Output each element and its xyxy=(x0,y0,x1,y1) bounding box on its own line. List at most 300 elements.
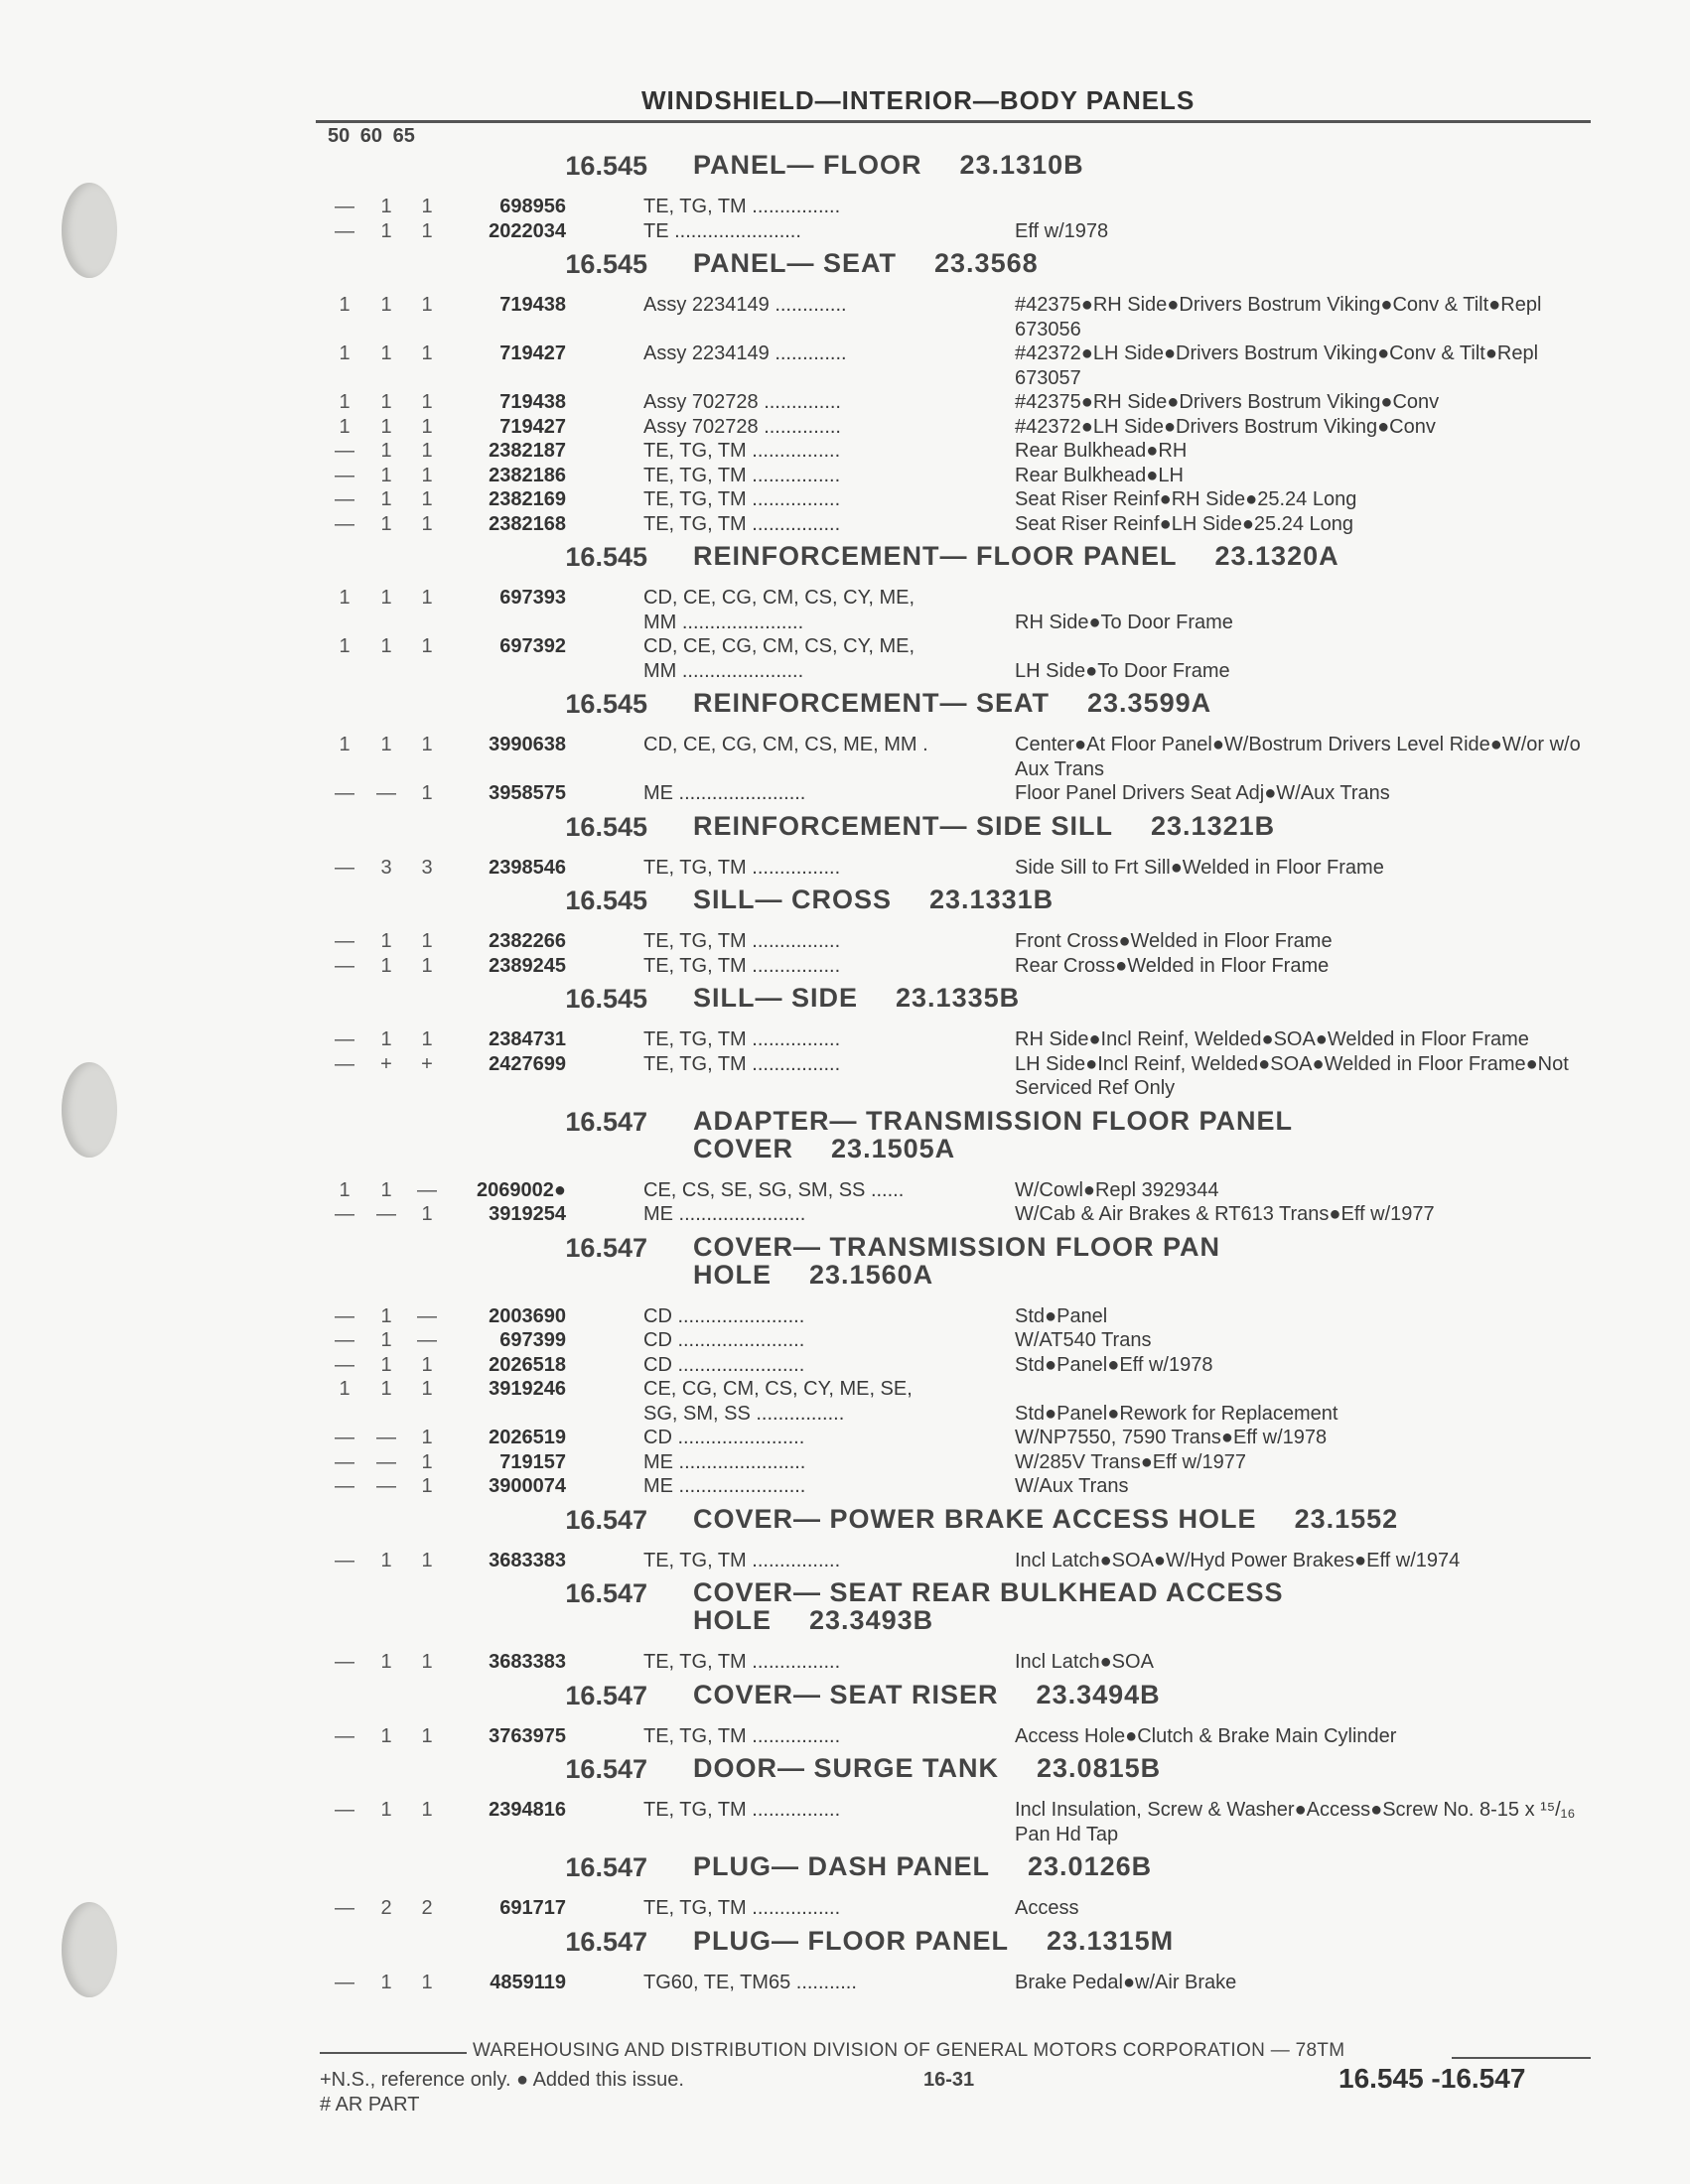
qty-1950: — xyxy=(335,219,354,242)
section-title xyxy=(693,1927,1468,1955)
part-number: 697392 xyxy=(499,635,566,657)
section-header xyxy=(316,1681,1597,1724)
section-number: 16.545 xyxy=(565,689,647,719)
part-row xyxy=(316,293,1597,341)
part-row xyxy=(316,929,1597,954)
footer-legend: +N.S., reference only. ● Added this issue. xyxy=(320,2069,684,2091)
part-row xyxy=(316,1304,1597,1329)
section-number: 16.547 xyxy=(565,1504,647,1535)
section-title xyxy=(693,1107,1468,1162)
qty-1960: 1 xyxy=(380,196,392,217)
part-description: Incl Latch●SOA●W/Hyd Power Brakes●Eff w/1974 xyxy=(1015,1549,1461,1571)
qty-1950: 1 xyxy=(339,734,351,755)
section-header xyxy=(316,1578,1597,1650)
part-description: Std●Panel xyxy=(1015,1304,1108,1327)
footer-corporation: WAREHOUSING AND DISTRIBUTION DIVISION OF GENERAL MOTORS CORPORATION — 78TM xyxy=(473,2040,1345,2061)
qty-1965: 1 xyxy=(421,219,433,242)
qty-1965: — xyxy=(417,1178,437,1201)
header-rule xyxy=(316,120,1591,123)
part-description: W/NP7550, 7590 Trans●Eff w/1978 xyxy=(1015,1427,1328,1448)
part-number: 3763975 xyxy=(489,1724,566,1747)
part-description: Access Hole●Clutch & Brake Main Cylinder xyxy=(1015,1724,1397,1747)
section-name: REINFORCEMENT— SEAT xyxy=(693,688,1051,718)
model-codes: TE, TG, TM ................ xyxy=(643,1549,841,1571)
model-codes: TE, TG, TM ................ xyxy=(643,488,841,510)
qty-1965: 1 xyxy=(421,635,433,657)
part-number: 2384731 xyxy=(489,1028,566,1050)
qty-1960: 1 xyxy=(380,488,392,510)
qty-1950: — xyxy=(335,1052,354,1075)
catalog-section xyxy=(316,1754,1597,1852)
model-codes: Assy 702728 .............. xyxy=(643,415,841,438)
section-title xyxy=(693,151,1468,179)
qty-1950: — xyxy=(335,196,354,217)
section-title xyxy=(693,249,1468,277)
qty-1950: 1 xyxy=(339,1178,351,1201)
part-description: LH Side●Incl Reinf, Welded●SOA●Welded in Floor Frame●Not Serviced Ref Only xyxy=(1015,1052,1569,1099)
catalog-section xyxy=(316,1927,1597,2001)
part-row xyxy=(316,1328,1597,1353)
qty-1960: 1 xyxy=(380,512,392,535)
qty-1950: — xyxy=(335,1799,354,1821)
model-codes: TE, TG, TM ................ xyxy=(643,464,841,486)
part-description: W/Cab & Air Brakes & RT613 Trans●Eff w/1977 xyxy=(1015,1203,1435,1225)
qty-1950: — xyxy=(335,1427,354,1448)
qty-1965: 1 xyxy=(421,587,433,609)
qty-1960: 1 xyxy=(380,1178,392,1201)
section-name: SILL— CROSS xyxy=(693,885,893,914)
part-row xyxy=(316,1178,1597,1203)
qty-1960: — xyxy=(376,1450,396,1473)
qty-1965: + xyxy=(421,1052,433,1075)
section-name: REINFORCEMENT— FLOOR PANEL xyxy=(693,541,1178,571)
model-codes: TE, TG, TM ................ xyxy=(643,1799,841,1821)
part-row xyxy=(316,512,1597,537)
model-codes: TE, TG, TM ................ xyxy=(643,1897,841,1919)
section-code: 23.1321B xyxy=(1151,810,1276,841)
qty-1960: 1 xyxy=(380,1378,392,1400)
section-number: 16.545 xyxy=(565,811,647,842)
qty-1960: 1 xyxy=(380,734,392,755)
qty-1960: 1 xyxy=(380,1799,392,1821)
part-description: Floor Panel Drivers Seat Adj●W/Aux Trans xyxy=(1015,782,1390,804)
section-name: COVER— SEAT REAR BULKHEAD ACCESS HOLE xyxy=(693,1577,1284,1635)
model-codes: CE, CS, SE, SG, SM, SS ...... xyxy=(643,1178,905,1201)
section-name: DOOR— SURGE TANK xyxy=(693,1753,1000,1783)
qty-1950: 1 xyxy=(339,1378,351,1400)
footer-rule xyxy=(320,2052,467,2054)
qty-1950: — xyxy=(335,1450,354,1473)
part-number: 697399 xyxy=(499,1329,566,1351)
part-row xyxy=(316,1549,1597,1573)
part-description: Center●At Floor Panel●W/Bostrum Drivers Level Ride●W/or w/o Aux Trans xyxy=(1015,734,1581,780)
section-code: 23.1331B xyxy=(929,885,1055,914)
section-title xyxy=(693,542,1468,570)
section-number: 16.545 xyxy=(565,984,647,1014)
binder-hole xyxy=(62,183,117,278)
model-codes: CE, CG, CM, CS, CY, ME, SE, SG, SM, SS ................ xyxy=(643,1378,913,1425)
model-codes: TE, TG, TM ................ xyxy=(643,440,841,462)
qty-1950: — xyxy=(335,1475,354,1497)
part-row xyxy=(316,733,1597,781)
qty-1965: 1 xyxy=(421,415,433,438)
catalog-section xyxy=(316,1681,1597,1755)
qty-1960: 1 xyxy=(380,1971,392,1993)
part-row xyxy=(316,415,1597,440)
section-name: PLUG— FLOOR PANEL xyxy=(693,1925,1009,1956)
qty-1965: 1 xyxy=(421,342,433,364)
qty-1965: 1 xyxy=(421,734,433,755)
part-number: 2427699 xyxy=(489,1052,566,1075)
part-number: 719438 xyxy=(499,294,566,316)
qty-1960: 1 xyxy=(380,391,392,413)
qty-1965: 1 xyxy=(421,196,433,217)
part-number: 3919246 xyxy=(489,1378,566,1400)
section-header xyxy=(316,1754,1597,1798)
part-row xyxy=(316,1202,1597,1227)
part-description: Brake Pedal●w/Air Brake xyxy=(1015,1971,1237,1993)
model-codes: CD ....................... xyxy=(643,1329,805,1351)
part-number: 2382168 xyxy=(489,512,566,535)
qty-1965: 1 xyxy=(421,1427,433,1448)
qty-1965: — xyxy=(417,1329,437,1351)
footer-ar-note: # AR PART xyxy=(320,2094,420,2116)
qty-1960: 1 xyxy=(380,1549,392,1571)
qty-1950: 1 xyxy=(339,342,351,364)
model-codes: TE, TG, TM ................ xyxy=(643,1052,841,1075)
part-row xyxy=(316,634,1597,683)
model-codes: CD ....................... xyxy=(643,1353,805,1376)
model-codes: CD, CE, CG, CM, CS, CY, ME, MM ...................... xyxy=(643,587,915,633)
part-number: 3900074 xyxy=(489,1475,566,1497)
part-description: Rear Bulkhead●RH xyxy=(1015,440,1188,462)
section-title xyxy=(693,689,1468,717)
part-description: Rear Bulkhead●LH xyxy=(1015,464,1184,486)
qty-1960: 1 xyxy=(380,415,392,438)
model-codes: TE, TG, TM ................ xyxy=(643,196,841,217)
section-header xyxy=(316,812,1597,856)
part-description: #42375●RH Side●Drivers Bostrum Viking●Conv & Tilt●Repl 673056 xyxy=(1015,294,1542,341)
qty-1965: 1 xyxy=(421,1724,433,1747)
part-description: Rear Cross●Welded in Floor Frame xyxy=(1015,954,1330,977)
part-number: 3683383 xyxy=(489,1651,566,1673)
part-description: RH Side●Incl Reinf, Welded●SOA●Welded in Floor Frame xyxy=(1015,1028,1529,1050)
qty-1950: — xyxy=(335,782,354,804)
model-codes: TG60, TE, TM65 ........... xyxy=(643,1971,857,1993)
part-row xyxy=(316,1971,1597,1995)
part-description: Std●Panel●Eff w/1978 xyxy=(1015,1353,1213,1376)
qty-1965: 1 xyxy=(421,954,433,977)
part-number: 691717 xyxy=(499,1897,566,1919)
section-header xyxy=(316,984,1597,1027)
section-header xyxy=(316,1852,1597,1896)
section-name: SILL— SIDE xyxy=(693,983,859,1013)
part-number: 697393 xyxy=(499,587,566,609)
part-row xyxy=(316,1896,1597,1921)
section-range: 16.545 -16.547 xyxy=(1338,2063,1526,2094)
qty-1950: — xyxy=(335,954,354,977)
qty-1950: — xyxy=(335,488,354,510)
qty-1960: 1 xyxy=(380,464,392,486)
part-number: 2394816 xyxy=(489,1799,566,1821)
qty-1950: — xyxy=(335,1549,354,1571)
qty-1965: 3 xyxy=(421,856,433,879)
binder-hole xyxy=(62,1902,117,1997)
model-codes: Assy 2234149 ............. xyxy=(643,294,847,316)
qty-1960: — xyxy=(376,1203,396,1225)
qty-1950: — xyxy=(335,1651,354,1673)
qty-1950: 1 xyxy=(339,415,351,438)
section-title xyxy=(693,1852,1468,1880)
section-name: PANEL— FLOOR xyxy=(693,150,922,180)
part-description: #42372●LH Side●Drivers Bostrum Viking●Conv & Tilt●Repl 673057 xyxy=(1015,342,1539,389)
part-row xyxy=(316,439,1597,464)
section-header xyxy=(316,249,1597,293)
part-description: W/AT540 Trans xyxy=(1015,1329,1152,1351)
model-codes: TE, TG, TM ................ xyxy=(643,1651,841,1673)
part-row xyxy=(316,464,1597,488)
qty-1960: — xyxy=(376,1475,396,1497)
catalog-section xyxy=(316,1505,1597,1579)
section-name: COVER— TRANSMISSION FLOOR PAN HOLE xyxy=(693,1231,1221,1290)
model-codes: TE, TG, TM ................ xyxy=(643,856,841,879)
part-description: RH Side●To Door Frame xyxy=(1015,611,1233,633)
section-name: ADAPTER— TRANSMISSION FLOOR PANEL COVER xyxy=(693,1105,1294,1163)
section-number: 16.547 xyxy=(565,1232,647,1263)
catalog-section xyxy=(316,151,1597,249)
section-header xyxy=(316,542,1597,586)
section-header xyxy=(316,689,1597,733)
qty-1960: 1 xyxy=(380,1353,392,1376)
part-row xyxy=(316,219,1597,244)
section-code: 23.3568 xyxy=(934,248,1039,278)
section-header xyxy=(316,1107,1597,1178)
catalog-section xyxy=(316,812,1597,887)
section-header xyxy=(316,1505,1597,1549)
part-row xyxy=(316,1052,1597,1101)
section-code: 23.1560A xyxy=(809,1259,934,1290)
part-row xyxy=(316,1027,1597,1052)
model-codes: CD ....................... xyxy=(643,1427,805,1448)
part-row xyxy=(316,341,1597,390)
part-description: Seat Riser Reinf●RH Side●25.24 Long xyxy=(1015,488,1357,510)
section-code: 23.3493B xyxy=(809,1605,934,1635)
section-code: 23.1320A xyxy=(1214,541,1339,571)
binder-hole xyxy=(62,1062,117,1158)
section-number: 16.547 xyxy=(565,1680,647,1710)
qty-1965: 1 xyxy=(421,1971,433,1993)
qty-1960: 1 xyxy=(380,954,392,977)
qty-1965: 1 xyxy=(421,1450,433,1473)
part-row xyxy=(316,487,1597,512)
section-name: COVER— POWER BRAKE ACCESS HOLE xyxy=(693,1503,1257,1534)
catalog-section xyxy=(316,886,1597,984)
qty-1950: — xyxy=(335,1897,354,1919)
section-number: 16.547 xyxy=(565,1578,647,1608)
part-number: 2003690 xyxy=(489,1304,566,1327)
qty-1960: 1 xyxy=(380,294,392,316)
qty-1960: 1 xyxy=(380,219,392,242)
qty-1965: 1 xyxy=(421,488,433,510)
part-description: Seat Riser Reinf●LH Side●25.24 Long xyxy=(1015,512,1354,535)
part-description: Front Cross●Welded in Floor Frame xyxy=(1015,930,1333,952)
qty-1960: 3 xyxy=(380,856,392,879)
qty-1960: 1 xyxy=(380,930,392,952)
part-number: 719427 xyxy=(499,415,566,438)
part-row xyxy=(316,781,1597,806)
qty-1960: — xyxy=(376,1427,396,1448)
section-title xyxy=(693,1754,1468,1782)
qty-1950: 1 xyxy=(339,294,351,316)
qty-1950: — xyxy=(335,1353,354,1376)
section-name: REINFORCEMENT— SIDE SILL xyxy=(693,810,1114,841)
catalog-section xyxy=(316,689,1597,812)
parts-listing xyxy=(316,151,1597,2000)
catalog-section xyxy=(316,249,1597,542)
section-title xyxy=(693,886,1468,913)
part-number: 3919254 xyxy=(489,1203,566,1225)
part-row xyxy=(316,390,1597,415)
qty-1950: — xyxy=(335,1724,354,1747)
qty-1965: 1 xyxy=(421,1651,433,1673)
part-row xyxy=(316,1798,1597,1846)
part-description: Access xyxy=(1015,1897,1079,1919)
model-codes: CD ....................... xyxy=(643,1304,805,1327)
qty-1950: — xyxy=(335,1304,354,1327)
part-number: 2398546 xyxy=(489,856,566,879)
section-code: 23.0126B xyxy=(1028,1851,1153,1881)
section-code: 23.3599A xyxy=(1087,688,1212,718)
section-number: 16.547 xyxy=(565,1754,647,1784)
section-header xyxy=(316,1927,1597,1971)
model-codes: ME ....................... xyxy=(643,1450,806,1473)
qty-1965: 1 xyxy=(421,1203,433,1225)
section-title xyxy=(693,1681,1468,1708)
part-description: Incl Latch●SOA xyxy=(1015,1651,1154,1673)
model-codes: ME ....................... xyxy=(643,1203,806,1225)
part-row xyxy=(316,1474,1597,1499)
part-number: 3683383 xyxy=(489,1549,566,1571)
qty-1965: 1 xyxy=(421,1353,433,1376)
qty-1965: 1 xyxy=(421,294,433,316)
qty-1960: 1 xyxy=(380,587,392,609)
part-row xyxy=(316,586,1597,634)
model-codes: CD, CE, CG, CM, CS, CY, ME, MM ...................... xyxy=(643,635,915,682)
part-description: Eff w/1978 xyxy=(1015,219,1109,242)
year-columns-header: 50 60 65 xyxy=(328,125,415,147)
qty-1965: 1 xyxy=(421,1549,433,1571)
model-codes: TE, TG, TM ................ xyxy=(643,512,841,535)
part-row xyxy=(316,856,1597,881)
catalog-section xyxy=(316,1107,1597,1233)
qty-1960: — xyxy=(376,782,396,804)
section-code: 23.1552 xyxy=(1294,1503,1399,1534)
qty-1965: 1 xyxy=(421,512,433,535)
qty-1960: 1 xyxy=(380,1028,392,1050)
part-description: #42372●LH Side●Drivers Bostrum Viking●Conv xyxy=(1015,415,1436,438)
qty-1950: 1 xyxy=(339,635,351,657)
section-code: 23.3494B xyxy=(1036,1679,1161,1709)
part-number: 719157 xyxy=(499,1450,566,1473)
part-row xyxy=(316,1377,1597,1426)
part-row xyxy=(316,1650,1597,1675)
qty-1960: + xyxy=(380,1052,392,1075)
part-number: 698956 xyxy=(499,196,566,217)
part-row xyxy=(316,1426,1597,1450)
model-codes: TE ....................... xyxy=(643,219,801,242)
part-number: 2382266 xyxy=(489,930,566,952)
part-number: 4859119 xyxy=(490,1971,566,1993)
qty-1965: 1 xyxy=(421,1378,433,1400)
qty-1950: — xyxy=(335,1971,354,1993)
model-codes: CD, CE, CG, CM, CS, ME, MM . xyxy=(643,734,928,755)
page-number: 16-31 xyxy=(923,2069,975,2091)
part-number: 3958575 xyxy=(489,782,566,804)
model-codes: TE, TG, TM ................ xyxy=(643,1028,841,1050)
part-number: 719438 xyxy=(499,391,566,413)
part-number: 2389245 xyxy=(489,954,566,977)
part-description: W/285V Trans●Eff w/1977 xyxy=(1015,1450,1246,1473)
model-codes: TE, TG, TM ................ xyxy=(643,954,841,977)
qty-1960: 1 xyxy=(380,342,392,364)
qty-1965: 1 xyxy=(421,930,433,952)
section-number: 16.547 xyxy=(565,1106,647,1137)
qty-1960: 1 xyxy=(380,1651,392,1673)
section-header xyxy=(316,1233,1597,1304)
part-row xyxy=(316,195,1597,219)
section-number: 16.545 xyxy=(565,249,647,279)
qty-1965: 1 xyxy=(421,1475,433,1497)
part-number: 2382186 xyxy=(489,464,566,486)
section-number: 16.545 xyxy=(565,542,647,572)
qty-1960: 2 xyxy=(380,1897,392,1919)
section-title xyxy=(693,1505,1468,1533)
model-codes: TE, TG, TM ................ xyxy=(643,1724,841,1747)
part-number: 2026518 xyxy=(489,1353,566,1376)
qty-1965: 1 xyxy=(421,391,433,413)
section-title xyxy=(693,1233,1468,1289)
section-title xyxy=(693,1578,1468,1634)
catalog-section xyxy=(316,1578,1597,1681)
section-header xyxy=(316,886,1597,929)
section-number: 16.545 xyxy=(565,151,647,181)
section-name: PLUG— DASH PANEL xyxy=(693,1851,991,1881)
part-description: W/Cowl●Repl 3929344 xyxy=(1015,1178,1219,1201)
catalog-section xyxy=(316,984,1597,1107)
section-name: COVER— SEAT RISER xyxy=(693,1679,999,1709)
part-row xyxy=(316,1353,1597,1378)
part-number: 2382187 xyxy=(489,440,566,462)
qty-1960: 1 xyxy=(380,635,392,657)
section-title xyxy=(693,984,1468,1012)
part-number: 3990638 xyxy=(489,734,566,755)
model-codes: Assy 702728 .............. xyxy=(643,391,841,413)
qty-1950: 1 xyxy=(339,587,351,609)
section-code: 23.1335B xyxy=(896,983,1021,1013)
qty-1950: — xyxy=(335,464,354,486)
part-description: LH Side●To Door Frame xyxy=(1015,659,1230,682)
qty-1950: — xyxy=(335,1028,354,1050)
part-row xyxy=(316,1450,1597,1475)
section-code: 23.1310B xyxy=(959,150,1084,180)
part-description: Incl Insulation, Screw & Washer●Access●Screw No. 8-15 x ¹⁵/₁₆ Pan Hd Tap xyxy=(1015,1799,1576,1845)
section-name: PANEL— SEAT xyxy=(693,248,898,278)
section-number: 16.547 xyxy=(565,1926,647,1957)
qty-1950: — xyxy=(335,1329,354,1351)
part-number: 2382169 xyxy=(489,488,566,510)
section-title xyxy=(693,812,1468,840)
section-code: 23.0815B xyxy=(1037,1753,1162,1783)
